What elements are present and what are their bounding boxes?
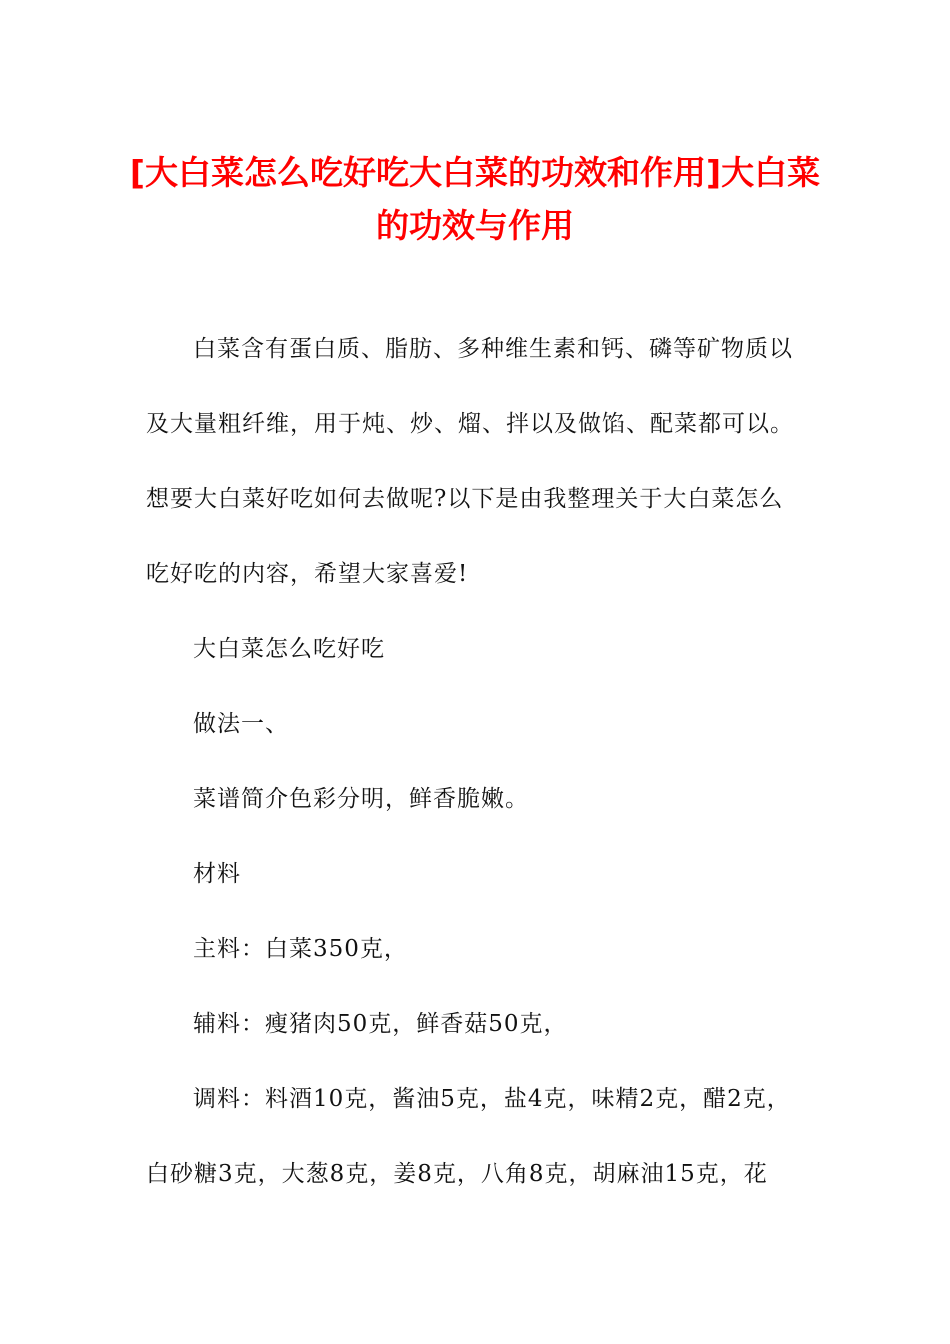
main-ingredients: 主料：白菜350克， — [193, 936, 408, 962]
seasoning-list: 调料：料酒10克，酱油5克，盐4克，味精2克，醋2克，白砂糖3克，大葱8克，姜8克，八角8克，胡麻油15克，花 — [146, 1086, 791, 1187]
method-heading: 做法一、 — [193, 711, 289, 737]
ingredients-heading: 材料 — [193, 861, 241, 887]
intro-paragraph: 白菜含有蛋白质、脂肪、多种维生素和钙、磷等矿物质以及大量粗纤维，用于炖、炒、熘、拌以及做馅、配菜都可以。想要大白菜好吃如何去做呢?以下是由我整理关于大白菜怎么吃好吃的内容，希望大家喜爱! — [146, 336, 794, 587]
recipe-intro: 菜谱简介色彩分明，鲜香脆嫩。 — [193, 786, 529, 812]
section-heading: 大白菜怎么吃好吃 — [193, 636, 385, 662]
auxiliary-ingredients: 辅料：瘦猪肉50克，鲜香菇50克， — [193, 1011, 568, 1037]
document-title: [大白菜怎么吃好吃大白菜的功效和作用]大白菜的功效与作用 — [129, 153, 821, 245]
document-body — [146, 312, 806, 1212]
